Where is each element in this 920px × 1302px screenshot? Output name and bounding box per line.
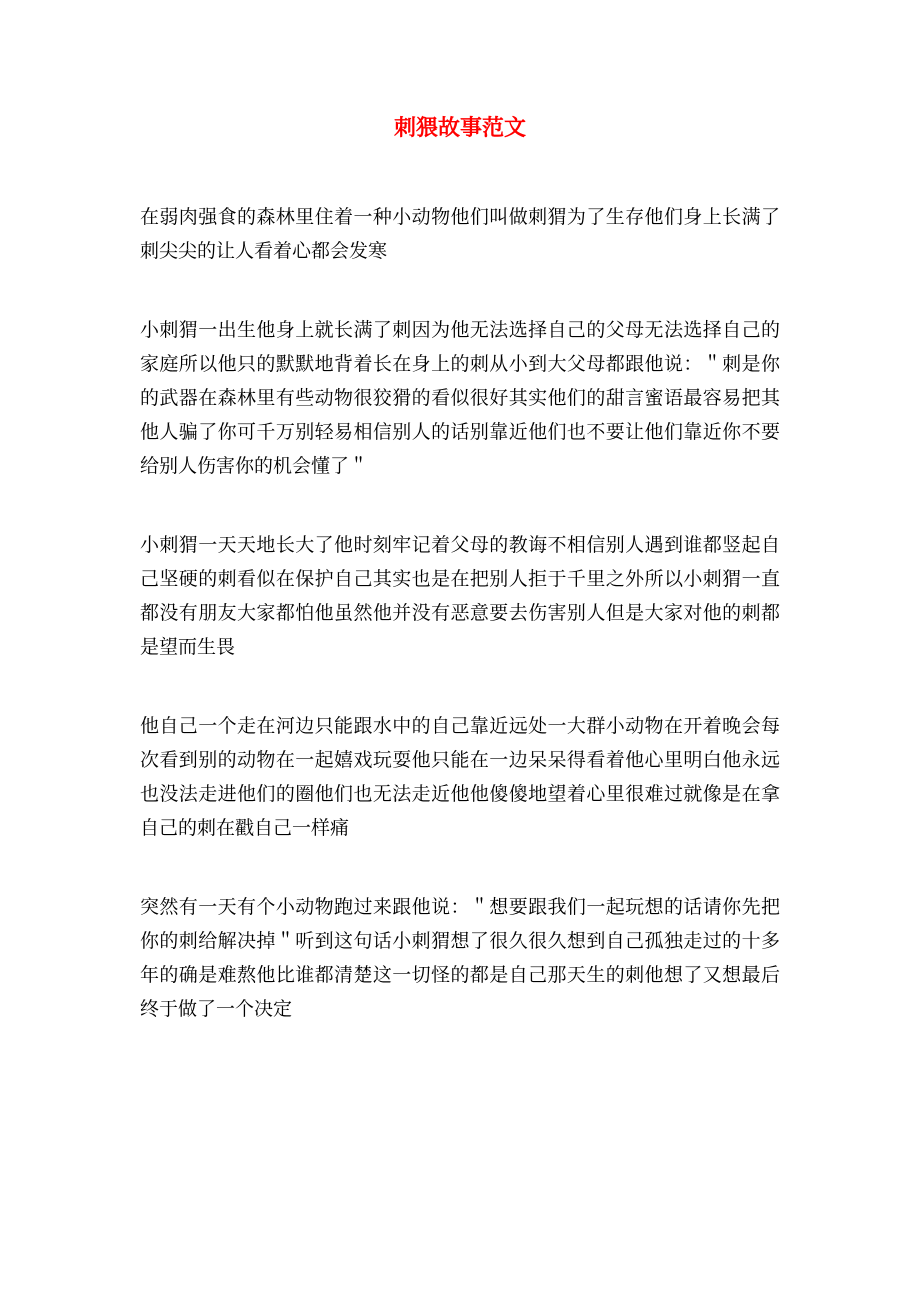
paragraph-5: 突然有一天有个小动物跑过来跟他说：＂想要跟我们一起玩想的话请你先把你的刺给解决掉＂听到这句话小刺猬想了很久很久想到自己孤独走过的十多年的确是难熬他比谁都清楚这一切怪的都是自己那天生的刺他想了又想最后终于做了一个决定 <box>140 896 780 1020</box>
paragraph-4: 他自己一个走在河边只能跟水中的自己靠近远处一大群小动物在开着晚会每次看到别的动物在一起嬉戏玩耍他只能在一边呆呆得看着他心里明白他永远也没法走进他们的圈他们也无法走近他他傻傻地望着心里很难过就像是在拿自己的刺在戳自己一样痛 <box>140 715 780 839</box>
paragraph-2: 小刺猬一出生他身上就长满了刺因为他无法选择自己的父母无法选择自己的家庭所以他只的默默地背着长在身上的刺从小到大父母都跟他说：＂刺是你的武器在森林里有些动物很狡猾的看似很好其实他们的甜言蜜语最容易把其他人骗了你可千万别轻易相信别人的话别靠近他们也不要让他们靠近你不要给别人伤害你的机会懂了＂ <box>140 319 780 477</box>
document-body <box>140 200 780 1071</box>
paragraph-1: 在弱肉强食的森林里住着一种小动物他们叫做刺猬为了生存他们身上长满了刺尖尖的让人看着心都会发寒 <box>140 206 780 262</box>
paragraph-3: 小刺猬一天天地长大了他时刻牢记着父母的教诲不相信别人遇到谁都竖起自己坚硬的刺看似在保护自己其实也是在把别人拒于千里之外所以小刺猬一直都没有朋友大家都怕他虽然他并没有恶意要去伤害别人但是大家对他的刺都是望而生畏 <box>140 534 780 658</box>
page-title: 刺猥故事范文 <box>393 115 526 141</box>
